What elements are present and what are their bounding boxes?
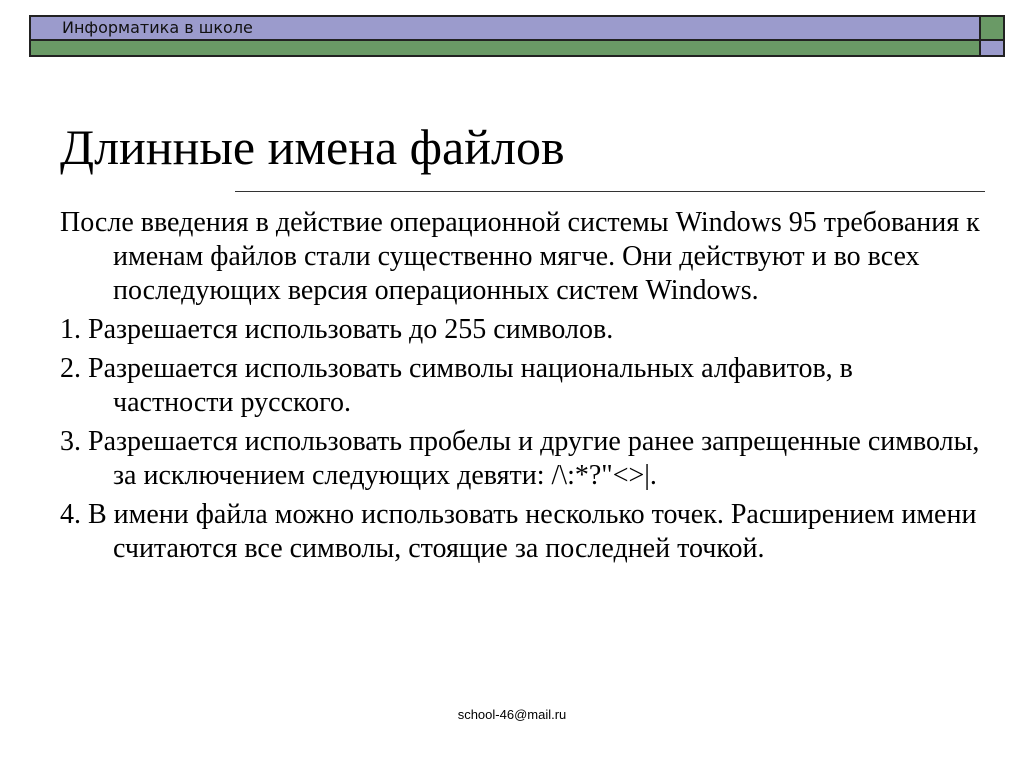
footer-email: school-46@mail.ru (457, 707, 567, 722)
header-bar (29, 15, 1005, 57)
paragraph-item-1: 1. Разрешается использовать до 255 символов. (60, 314, 614, 345)
header-bottom-band (31, 41, 981, 55)
paragraph-item-2: 2. Разрешается использовать символы национальных алфавитов, в частности русского. (60, 353, 853, 418)
title-divider (235, 191, 985, 192)
header-title: Информатика в школе (62, 18, 253, 37)
paragraph-item-3: 3. Разрешается использовать пробелы и другие ранее запрещенные символы, за исключением следующих девяти: /\:*?"<>|. (60, 426, 980, 491)
slide-body (60, 206, 980, 571)
header-square-green (981, 17, 1003, 41)
paragraph-item-4: 4. В имени файла можно использовать несколько точек. Расширением имени считаются все символы, стоящие за последней точкой. (60, 499, 977, 564)
paragraph-intro: После введения в действие операционной системы Windows 95 требования к именам файлов стали существенно мягче. Они действуют и во всех последующих версия операционных систем Windows. (60, 207, 980, 306)
header-square-purple (981, 41, 1003, 55)
slide-title: Длинные имена файлов (60, 119, 565, 175)
header-top-band (31, 17, 981, 41)
